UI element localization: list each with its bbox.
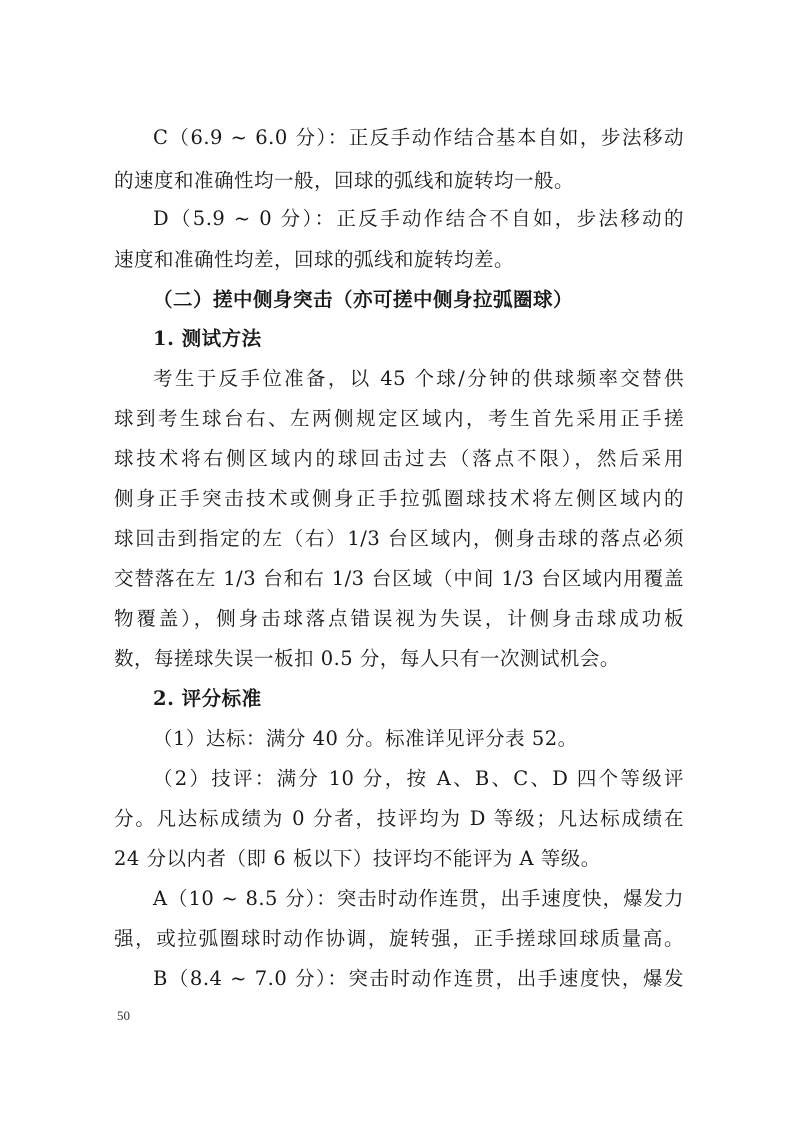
test-method-line-5: 球回击到指定的左（右）1/3 台区域内，侧身击球的落点必须 <box>114 527 684 550</box>
grade-b-line-1: B（8.4 ~ 7.0 分）：突击时动作连贯，出手速度快，爆发 <box>153 967 684 990</box>
grade-a-line-1: A（10 ~ 8.5 分）：突击时动作连贯，出手速度快，爆发力 <box>153 887 684 910</box>
scoring-item-1: （1）达标：满分 40 分。标准详见评分表 52。 <box>153 727 578 750</box>
scoring-item-2-line-3: 24 分以内者（即 6 板以下）技评均不能评为 A 等级。 <box>114 847 601 870</box>
scoring-item-2-line-1: （2）技评：满分 10 分，按 A、B、C、D 四个等级评 <box>153 767 684 790</box>
test-method-line-3: 球技术将右侧区域内的球回击过去（落点不限），然后采用 <box>114 447 684 470</box>
test-method-line-4: 侧身正手突击技术或侧身正手拉弧圈球技术将左侧区域内的 <box>114 487 684 510</box>
scoring-item-2-line-2: 分。凡达标成绩为 0 分者，技评均为 D 等级；凡达标成绩在 <box>114 807 684 830</box>
grade-c-line-1: C（6.9 ~ 6.0 分）：正反手动作结合基本自如，步法移动 <box>153 126 684 149</box>
grade-d-line-1: D（5.9 ~ 0 分）：正反手动作结合不自如，步法移动的 <box>153 207 684 230</box>
page-number: 50 <box>117 1008 130 1023</box>
grade-d-line-2: 速度和准确性均差，回球的弧线和旋转均差。 <box>114 248 515 271</box>
grade-c-line-2: 的速度和准确性均一般，回球的弧线和旋转均一般。 <box>114 169 575 192</box>
scoring-heading: 2. 评分标准 <box>153 687 262 710</box>
test-method-line-1: 考生于反手位准备，以 45 个球/分钟的供球频率交替供 <box>153 367 684 390</box>
test-method-heading: 1. 测试方法 <box>153 327 262 350</box>
grade-a-line-2: 强，或拉弧圈球时动作协调，旋转强，正手搓球回球质量高。 <box>114 927 684 950</box>
test-method-line-7: 物覆盖），侧身击球落点错误视为失误，计侧身击球成功板 <box>114 607 684 630</box>
test-method-line-6: 交替落在左 1/3 台和右 1/3 台区域（中间 1/3 台区域内用覆盖 <box>114 567 684 590</box>
test-method-line-8: 数，每搓球失误一板扣 0.5 分，每人只有一次测试机会。 <box>114 647 620 670</box>
test-method-line-2: 球到考生球台右、左两侧规定区域内，考生首先采用正手搓 <box>114 407 684 430</box>
section-heading: （二）搓中侧身突击（亦可搓中侧身拉弧圈球） <box>153 288 574 311</box>
